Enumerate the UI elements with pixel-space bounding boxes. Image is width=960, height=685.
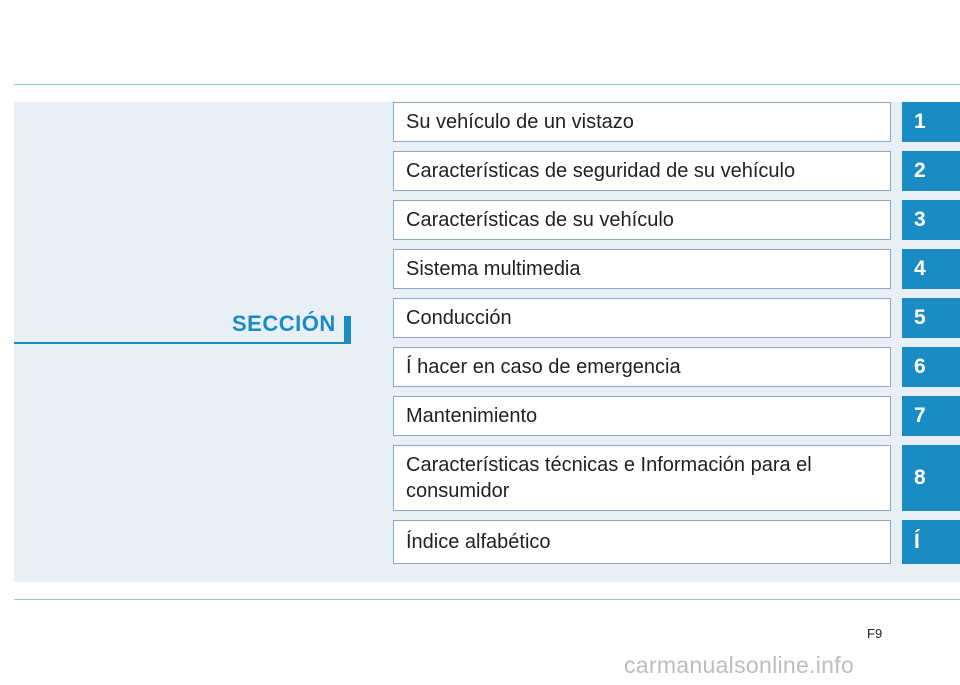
section-marker bbox=[344, 316, 351, 342]
chapter-tab-index[interactable] bbox=[902, 520, 960, 564]
chapter-number: 7 bbox=[914, 404, 926, 427]
chapter-number: 3 bbox=[914, 208, 926, 231]
toc-item-label: Sistema multimedia bbox=[406, 258, 581, 280]
section-underline bbox=[14, 342, 351, 344]
chapter-tab-8[interactable] bbox=[902, 445, 960, 511]
toc-item-label: Características de seguridad de su vehículo bbox=[406, 160, 796, 182]
toc-item-label: Características técnicas e Información para el consumidor bbox=[406, 454, 812, 502]
chapter-tab-5[interactable] bbox=[902, 298, 960, 338]
chapter-tab-1[interactable] bbox=[902, 102, 960, 142]
toc-item-2[interactable] bbox=[393, 151, 891, 191]
chapter-number: 6 bbox=[914, 355, 926, 378]
toc-item-label: Í hacer en caso de emergencia bbox=[406, 356, 681, 378]
chapter-number: Í bbox=[914, 530, 920, 553]
chapter-number: 5 bbox=[914, 306, 926, 329]
chapter-number: 1 bbox=[914, 110, 926, 133]
toc-item-label: Índice alfabético bbox=[406, 531, 551, 553]
chapter-tab-4[interactable] bbox=[902, 249, 960, 289]
toc-item-label: Conducción bbox=[406, 307, 512, 329]
toc-item-8[interactable] bbox=[393, 445, 891, 511]
toc-item-3[interactable] bbox=[393, 200, 891, 240]
toc-item-7[interactable] bbox=[393, 396, 891, 436]
watermark: carmanualsonline.info bbox=[624, 652, 855, 678]
chapter-number: 4 bbox=[914, 257, 926, 280]
toc-item-6[interactable] bbox=[393, 347, 891, 387]
toc-item-1[interactable] bbox=[393, 102, 891, 142]
page-number: F9 bbox=[867, 626, 883, 641]
toc-item-label: Su vehículo de un vistazo bbox=[406, 111, 634, 133]
chapter-tab-2[interactable] bbox=[902, 151, 960, 191]
chapter-tab-3[interactable] bbox=[902, 200, 960, 240]
toc-item-index[interactable] bbox=[393, 520, 891, 564]
chapter-tab-7[interactable] bbox=[902, 396, 960, 436]
chapter-number: 8 bbox=[914, 466, 926, 489]
bottom-rule bbox=[14, 599, 960, 600]
toc-item-5[interactable] bbox=[393, 298, 891, 338]
toc-item-label: Mantenimiento bbox=[406, 405, 538, 427]
toc-item-4[interactable] bbox=[393, 249, 891, 289]
section-heading: SECCIÓN bbox=[232, 311, 336, 336]
chapter-number: 2 bbox=[914, 159, 926, 182]
chapter-tab-6[interactable] bbox=[902, 347, 960, 387]
top-rule bbox=[14, 84, 960, 85]
toc-item-label: Características de su vehículo bbox=[406, 209, 674, 231]
